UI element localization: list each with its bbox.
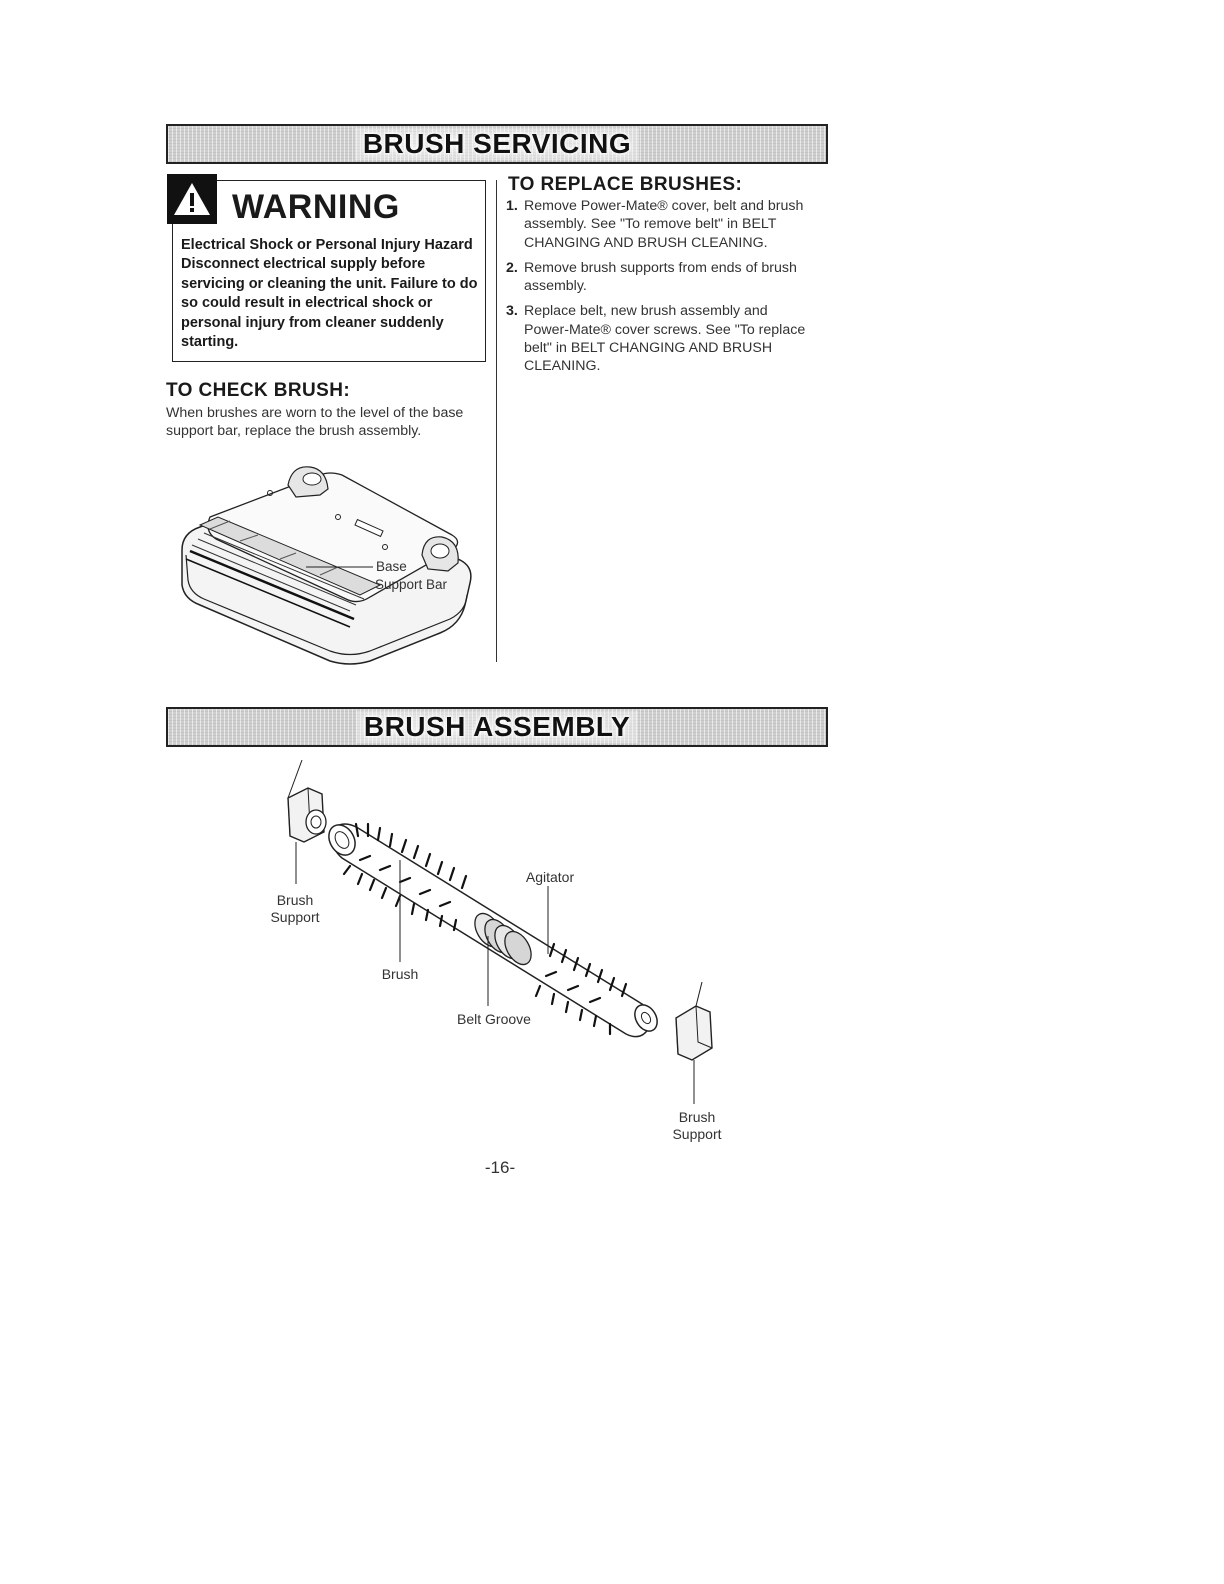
base-support-bar-label-line1: Base — [376, 559, 407, 574]
warning-text — [181, 236, 485, 352]
replace-brushes-steps — [506, 197, 826, 383]
label-line: Brush — [678, 1109, 716, 1125]
step-number: 2. — [506, 259, 518, 276]
step-line: belt" in BELT CHANGING AND BRUSH — [524, 340, 773, 357]
brush-support-left-label — [262, 892, 328, 926]
step-number: 3. — [506, 303, 518, 320]
warning-line: Electrical Shock or Personal Injury Hazard — [181, 237, 473, 253]
step-line: Remove Power-Mate® cover, belt and brush — [524, 198, 804, 214]
brush-support-right-label — [664, 1109, 730, 1143]
check-brush-line: support bar, replace the brush assembly. — [166, 423, 422, 440]
step-line: Replace belt, new brush assembly and — [524, 303, 768, 320]
warning-title: WARNING — [232, 188, 400, 226]
label-line: Support — [672, 1126, 722, 1142]
brush-assembly-banner — [166, 707, 828, 747]
brush-servicing-title: BRUSH SERVICING — [355, 128, 639, 160]
replace-brushes-heading: TO REPLACE BRUSHES: — [508, 174, 743, 195]
brush-assembly-title: BRUSH ASSEMBLY — [356, 711, 638, 743]
step-line: assembly. — [524, 278, 587, 295]
step-item — [506, 302, 826, 375]
step-item — [506, 197, 826, 252]
base-support-bar-label-line2: Support Bar — [375, 577, 448, 592]
warning-line: starting. — [181, 334, 239, 351]
brush-label: Brush — [381, 966, 419, 982]
check-brush-text — [166, 404, 463, 441]
agitator-label: Agitator — [525, 869, 575, 885]
brush-servicing-banner — [166, 124, 828, 164]
check-brush-line: When brushes are worn to the level of the base — [166, 405, 464, 421]
power-mate-underside-illustration — [170, 455, 490, 670]
step-item — [506, 259, 826, 296]
warning-line: servicing or cleaning the unit. Failure to do — [181, 275, 478, 292]
warning-line: Disconnect electrical supply before — [181, 256, 426, 273]
warning-triangle-icon — [167, 174, 217, 224]
belt-groove-label: Belt Groove — [457, 1011, 531, 1027]
step-line: assembly. See "To remove belt" in BELT — [524, 216, 777, 233]
column-divider — [496, 180, 497, 662]
label-line: Support — [270, 909, 320, 925]
label-line: Brush — [276, 892, 314, 908]
step-number: 1. — [506, 198, 518, 214]
step-line: CHANGING AND BRUSH CLEANING. — [524, 234, 768, 251]
step-line: CLEANING. — [524, 358, 601, 375]
warning-line: personal injury from cleaner suddenly — [181, 314, 444, 331]
step-line: Remove brush supports from ends of brush — [524, 259, 797, 276]
warning-line: so could result in electrical shock or — [181, 295, 433, 312]
page-number: -16- — [484, 1158, 516, 1177]
check-brush-heading: TO CHECK BRUSH: — [166, 380, 351, 401]
step-line: Power-Mate® cover screws. See "To replace — [524, 321, 806, 338]
brush-assembly-illustration — [250, 750, 770, 1110]
